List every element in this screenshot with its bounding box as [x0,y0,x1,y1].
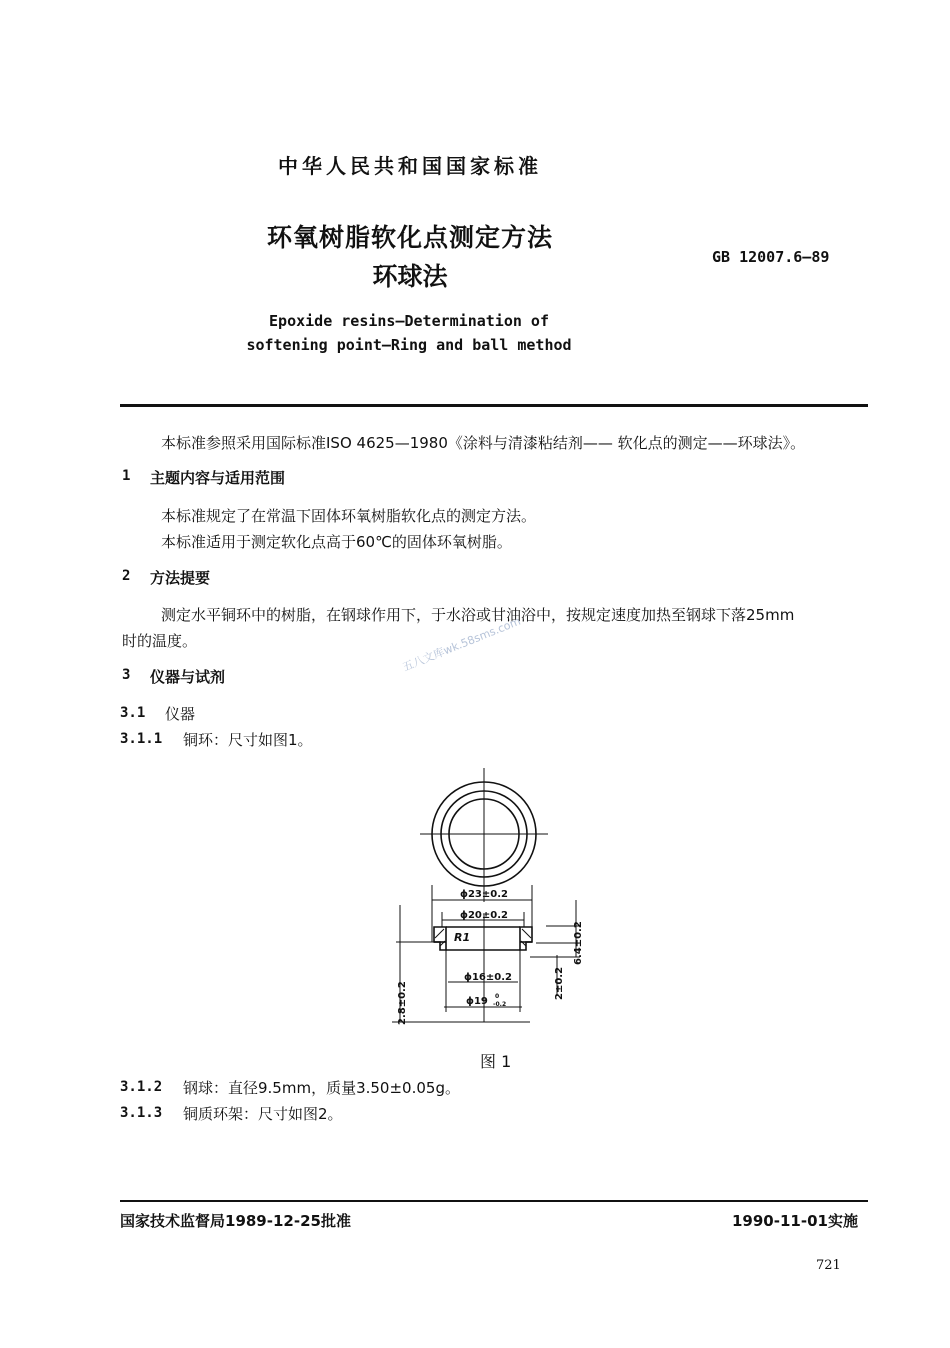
section-2-title: 方法提要 [150,569,211,587]
dim-top-inner-diameter: ϕ20±0.2 [460,910,508,921]
section-3-1-2-number: 3.1.2 [120,1079,163,1095]
implementation-date: 1990-11-01实施 [732,1212,858,1230]
section-1-paragraph-1: 本标准规定了在常温下固体环氧树脂软化点的测定方法。 [161,507,537,525]
header-divider [120,404,868,407]
section-3-1-3-number: 3.1.3 [120,1105,163,1121]
footer-divider [120,1200,868,1202]
document-subtitle: 环球法 [372,262,448,291]
section-1-number: 1 [122,468,131,484]
figure-1-caption: 图 1 [480,1052,512,1071]
dim-bottom-inner-diameter: ϕ16±0.2 [464,972,512,983]
page-number: 721 [816,1258,841,1273]
section-2-paragraph-line1: 测定水平铜环中的树脂，在钢球作用下，于水浴或甘油浴中，按规定速度加热至钢球下落25mm [161,606,795,624]
english-title-line2: softening point—Ring and ball method [246,336,572,354]
section-3-title: 仪器与试剂 [150,668,226,686]
section-2-paragraph-line2: 时的温度。 [122,632,198,650]
section-3-1-title: 仪器 [165,705,196,723]
figure-1-copper-ring-drawing [380,760,610,1045]
dim-outer-diameter: ϕ23±0.2 [460,889,508,900]
section-2-number: 2 [122,568,131,584]
dim-lower-height: 2±0.2 [554,966,565,1000]
section-3-1-1-text: 铜环：尺寸如图1。 [183,731,313,749]
approval-date: 国家技术监督局1989-12-25批准 [120,1212,351,1230]
document-title: 环氧树脂软化点测定方法 [266,223,553,252]
section-3-1-1-number: 3.1.1 [120,731,163,747]
section-3-1-2-text: 钢球：直径9.5mm，质量3.50±0.05g。 [183,1079,460,1097]
section-3-number: 3 [122,667,131,683]
dim-bottom-outer-tol-upper: 0 [495,993,500,1000]
dim-bottom-outer-diameter: ϕ19 [466,996,488,1007]
watermark: 五八文库wk.58sms.com [400,614,523,674]
dim-radius: R1 [454,931,471,944]
dim-bottom-outer-tol-lower: -0.2 [493,1001,507,1008]
section-1-paragraph-2: 本标准适用于测定软化点高于60℃的固体环氧树脂。 [161,533,512,551]
dim-left-height: 2.8±0.2 [397,981,408,1025]
dim-total-height: 6.4±0.2 [573,921,584,965]
standard-number: GB 12007.6—89 [712,248,830,266]
standard-category: 中华人民共和国国家标准 [278,154,542,178]
english-title-line1: Epoxide resins—Determination of [269,312,549,330]
section-1-title: 主题内容与适用范围 [150,469,286,487]
section-3-1-3-text: 铜质环架：尺寸如图2。 [183,1105,343,1123]
section-3-1-number: 3.1 [120,705,146,721]
intro-paragraph: 本标准参照采用国际标准ISO 4625—1980《涂料与清漆粘结剂—— 软化点的测定——环球法》。 [161,434,806,452]
